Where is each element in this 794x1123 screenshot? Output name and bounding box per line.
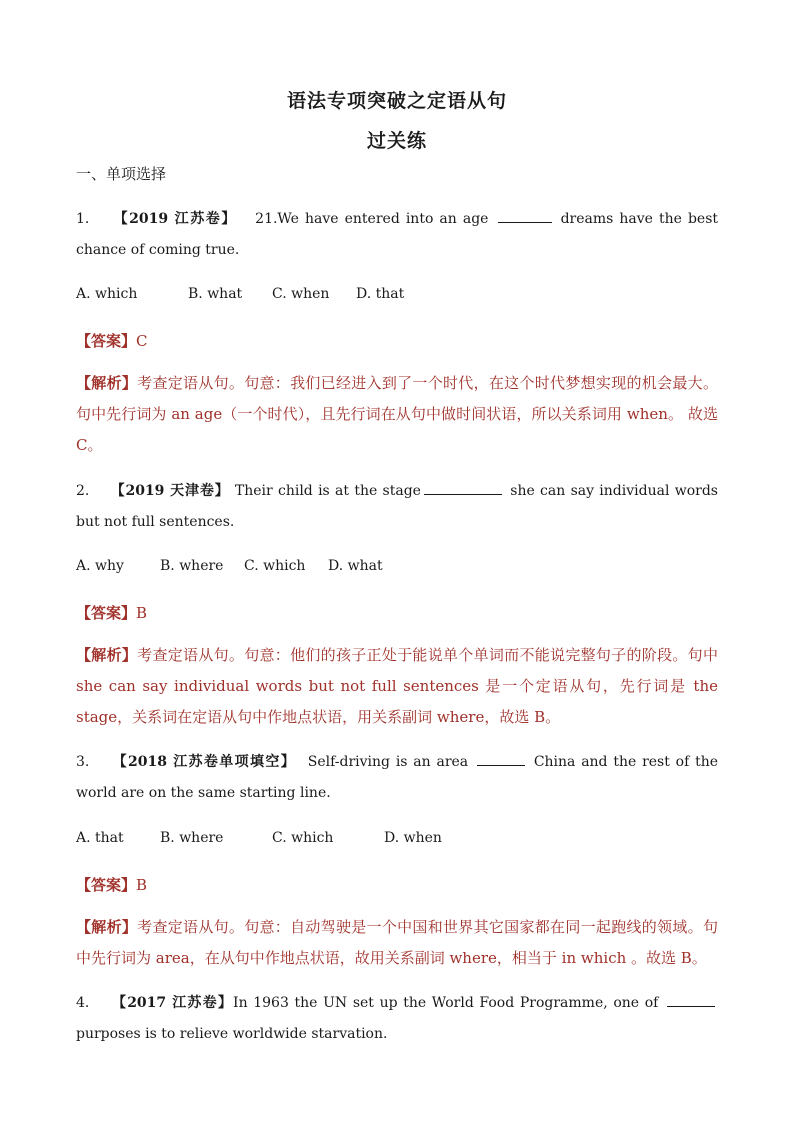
section-heading: 一、单项选择: [76, 165, 167, 183]
question-stem-end: dreams have the best chance of coming true.: [76, 211, 719, 258]
answer-value: C: [136, 332, 148, 350]
explanation-1: [76, 368, 718, 461]
question-2: [76, 476, 718, 538]
question-stem-end: China and the rest of the world are on the same starting line.: [76, 754, 719, 801]
option-d: D. when: [384, 830, 442, 846]
option-a: A. that: [76, 830, 124, 846]
question-stem-end: she can say individual words but not full sentences.: [76, 483, 718, 530]
answer-3: [76, 874, 147, 895]
explanation-tag: 【解析】: [76, 918, 138, 936]
explanation-tag: 【解析】: [76, 646, 138, 664]
answer-blank: [477, 750, 525, 766]
question-number: 2.: [76, 483, 90, 499]
question-source: 【2018 江苏卷单项填空】: [112, 754, 297, 770]
question-1: [76, 204, 718, 266]
answer-tag: 【答案】: [76, 332, 137, 350]
page-title: 语法专项突破之定语从句: [286, 90, 507, 112]
question-stem-start: Their child is at the stage: [234, 483, 421, 499]
options-1: [76, 286, 404, 302]
answer-blank: [667, 991, 715, 1007]
option-b: B. what: [188, 286, 243, 302]
option-d: D. what: [328, 558, 383, 574]
answer-blank: [424, 479, 502, 495]
option-d: D. that: [356, 286, 405, 302]
answer-1: [76, 330, 148, 351]
answer-2: [76, 602, 147, 623]
option-b: B. where: [160, 558, 224, 574]
explanation-3: [76, 912, 718, 974]
question-3: [76, 747, 718, 809]
question-number: 1.: [76, 211, 90, 227]
explanation-tag: 【解析】: [76, 374, 138, 392]
option-a: A. why: [76, 558, 124, 574]
answer-value: B: [136, 876, 148, 894]
option-c: C. when: [272, 286, 330, 302]
question-stem-start: 21.We have entered into an age: [255, 211, 489, 227]
question-number: 4.: [76, 995, 90, 1011]
question-number: 3.: [76, 754, 90, 770]
option-c: C. which: [272, 830, 334, 846]
question-source: 【2019 江苏卷】: [113, 211, 238, 227]
answer-tag: 【答案】: [76, 604, 137, 622]
explanation-text: 考查定语从句。句意：他们的孩子正处于能说单个单词而不能说完整句子的阶段。句中 she can say individual words but not full sentences 是一个定语从句，先行词是 the stage，关系词在定语从句中作地点状语，用关系副词 where，故选 B。: [76, 646, 718, 726]
explanation-text: 考查定语从句。句意：我们已经进入到了一个时代，在这个时代梦想实现的机会最大。句中先行词为 an age（一个时代），且先行词在从句中做时间状语，所以关系词用 when。 故选 C。: [76, 374, 718, 454]
answer-blank: [498, 207, 552, 223]
answer-tag: 【答案】: [76, 876, 137, 894]
option-a: A. which: [76, 286, 138, 302]
question-source: 【2019 天津卷】: [110, 483, 230, 499]
answer-value: B: [136, 604, 148, 622]
options-2: [76, 558, 383, 574]
question-stem-end: purposes is to relieve worldwide starvation.: [76, 1026, 388, 1042]
options-3: [76, 830, 442, 846]
explanation-text: 考查定语从句。句意：自动驾驶是一个中国和世界其它国家都在同一起跑线的领域。句中先行词为 area，在从句中作地点状语，故用关系副词 where，相当于 in which 。故选 B。: [76, 918, 718, 967]
question-stem-start: In 1963 the UN set up the World Food Programme, one of: [233, 995, 659, 1011]
option-c: C. which: [244, 558, 306, 574]
question-source: 【2017 江苏卷】: [111, 995, 234, 1011]
question-4: [76, 988, 718, 1050]
explanation-2: [76, 640, 718, 733]
question-stem-start: Self-driving is an area: [307, 754, 469, 770]
option-b: B. where: [160, 830, 224, 846]
page-subtitle: 过关练: [366, 130, 427, 152]
